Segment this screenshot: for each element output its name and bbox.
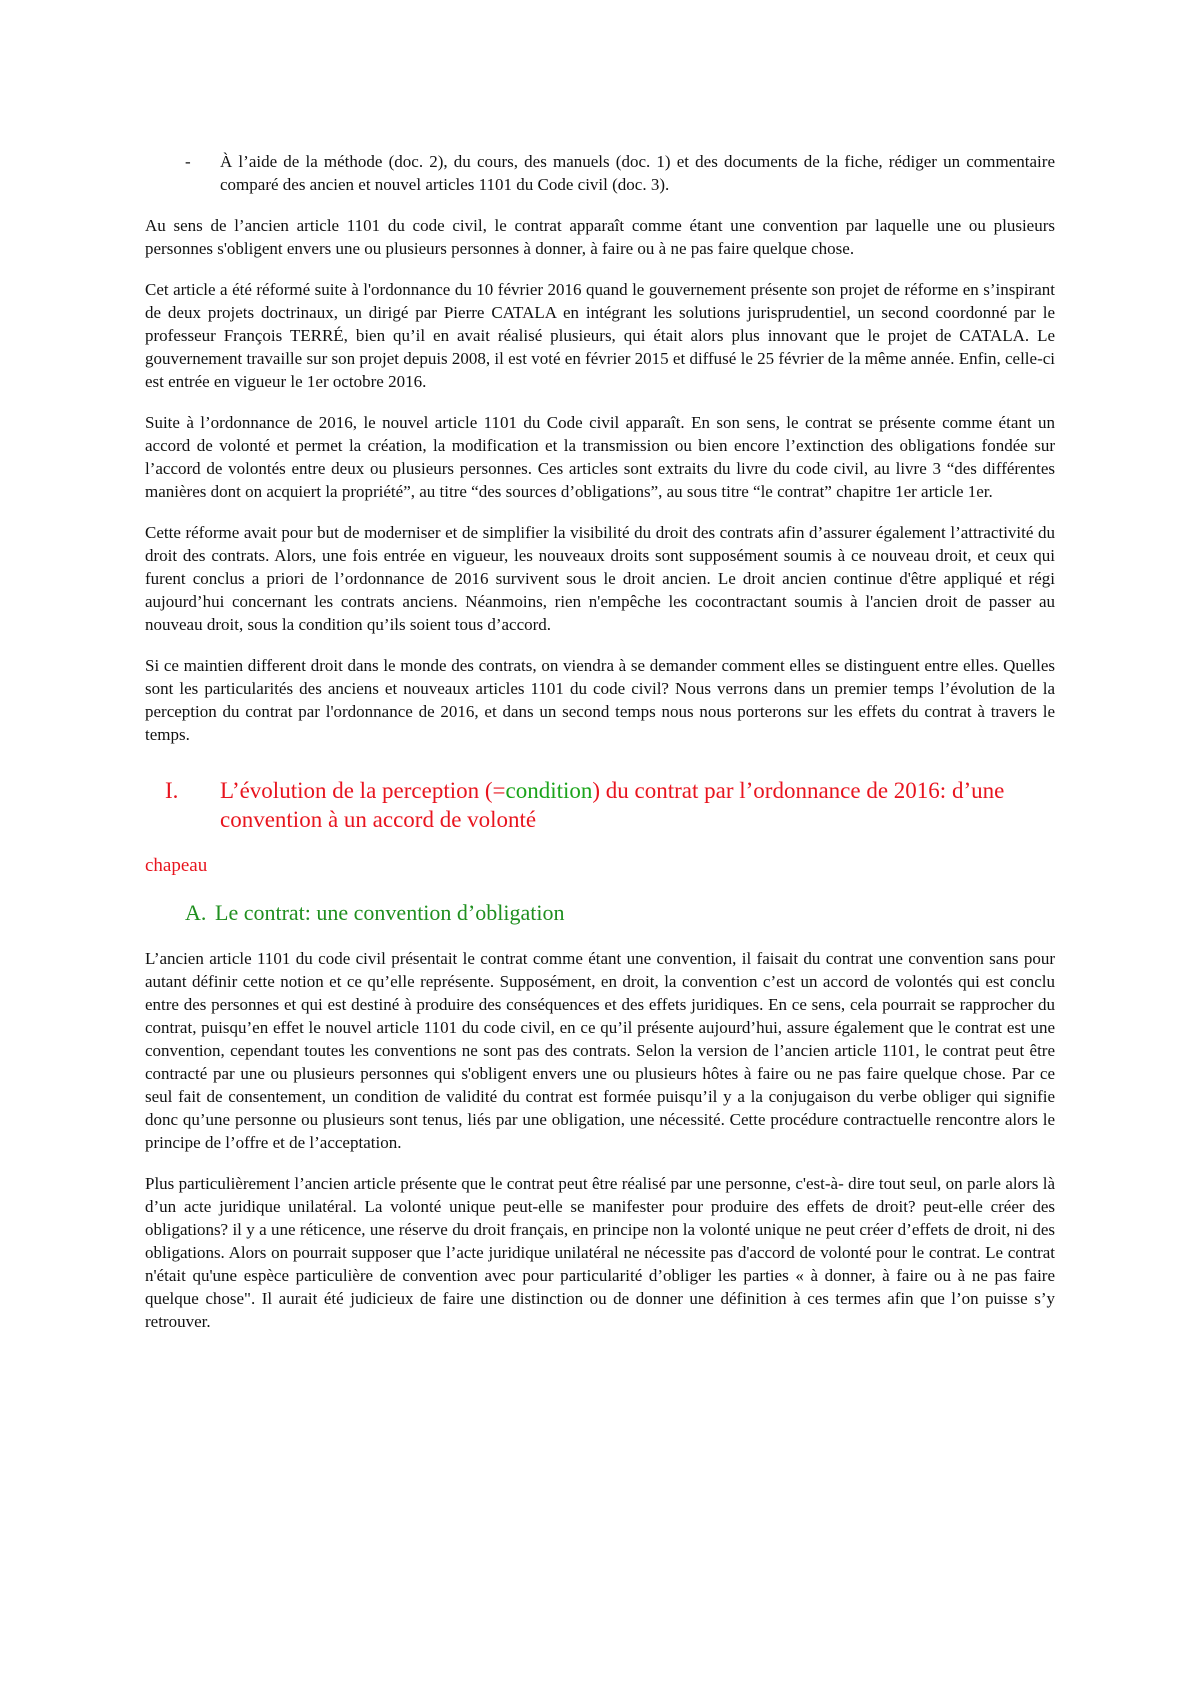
intro-paragraph-1: Au sens de l’ancien article 1101 du code civil, le contrat apparaît comme étant une convention par laquelle une ou plusieurs personnes s'obligent envers une ou plusieurs personnes à donner, à faire ou à ne pas faire quelque chose. [145,216,1055,258]
part-one-heading [145,776,1055,834]
intro-paragraph-2: Cet article a été réformé suite à l'ordonnance du 10 février 2016 quand le gouvernement présente son projet de réforme en s’inspirant de deux projets doctrinaux, un dirigé par Pierre CATALA en intégrant les solutions jurisprudentiel, un second coordonné par le professeur François TERRÉ, bien qu’il en avait réalisé plusieurs, qui était alors plus innovant que le projet de CATALA. Le gouvernement travaille sur son projet depuis 2008, il est voté en février 2015 et diffusé le 25 février de la même année. Enfin, celle-ci est entrée en vigueur le 1er octobre 2016. [145,280,1055,391]
intro-paragraph-5: Si ce maintien different droit dans le monde des contrats, on viendra à se demander comment elles se distinguent entre elles. Quelles sont les particularités des anciens et nouveaux articles 1101 du code civil? Nous verrons dans un premier temps l’évolution de la perception du contrat par l'ordonnance de 2016, et dans un second temps nous nous porterons sur les effets du contrat à travers le temps. [145,656,1055,744]
section-a-paragraph-1: L’ancien article 1101 du code civil présentait le contrat comme étant une convention, il faisait du contrat une convention sans pour autant définir cette notion et ce qu’elle représente. Supposément, en droit, la convention c’est un accord de volontés qui est conclu entre des personnes et qui est destiné à produire des conséquences et des effets juridiques. En ce sens, cela pourrait se rapprocher du contrat, puisqu’en effet le nouvel article 1101 du code civil, en ce qu’il présente aujourd’hui, assure également que le contrat est une convention, cependant toutes les conventions ne sont pas des contrats. Selon la version de l’ancien article 1101, le contrat peut être contracté par une ou plusieurs personnes qui s'obligent envers une ou plusieurs hôtes à faire ou ne pas faire quelque chose. Par ce seul fait de consentement, un condition de validité du contrat est formée puisqu’il y a la conjugaison du verbe obliger qui signifie donc qu’une personne ou plusieurs sont tenus, liés par une obligation, une nécessité. Cette procédure contractuelle rencontre alors le principe de l’offre et de l’acceptation. [145,949,1055,1152]
section-a-paragraph-2: Plus particulièrement l’ancien article présente que le contrat peut être réalisé par une personne, c'est-à- dire tout seul, on parle alors là d’un acte juridique unilatéral. La volonté unique peut-elle se manifester pour produire des effets de droit? peut-elle créer des obligations? il y a une réticence, une réserve du droit français, en principe non la volonté unique ne peut créer d’effets de droit, ni des obligations. Alors on pourrait supposer que l’acte juridique unilatéral ne nécessite pas d'accord de volonté pour le contrat. Le contrat n'était qu'une espèce particulière de convention avec pour particularité d’obliger les parties « à donner, à faire ou à ne pas faire quelque chose". Il aurait été judicieux de faire une distinction ou de donner une définition à ces termes afin que l’on puisse s’y retrouver. [145,1174,1055,1331]
part-one-title-highlight: condition [505,778,593,803]
section-a-number: A. [185,900,207,925]
part-one-title-start: L’évolution de la perception (= [220,778,506,803]
intro-paragraph-4: Cette réforme avait pour but de moderniser et de simplifier la visibilité du droit des contrats afin d’assurer également l’attractivité du droit des contrats. Alors, une fois entrée en vigueur, les nouveaux droits sont supposément soumis à ce nouveau droit, et ceux qui furent conclus a priori de l’ordonnance de 2016 survivent sous le droit ancien. Le droit ancien continue d'être appliqué et régi aujourd’hui concernant les contrats anciens. Néanmoins, rien n'empêche les cocontractant soumis à l'ancien droit de passer au nouveau droit, sous la condition qu’ils soient tous d’accord. [145,523,1055,634]
instruction-text: À l’aide de la méthode (doc. 2), du cours, des manuels (doc. 1) et des documents de la fiche, rédiger un commentaire comparé des ancien et nouvel articles 1101 du Code civil (doc. 3). [220,152,1055,194]
instruction-bullet [145,150,1055,196]
part-one-title [220,776,1055,834]
document-body [145,150,1055,1351]
section-a-heading [145,899,1055,927]
intro-paragraph-3: Suite à l’ordonnance de 2016, le nouvel article 1101 du Code civil apparaît. En son sens, le contrat se présente comme étant un accord de volonté et permet la création, la modification et la transmission ou bien encore l’extinction des obligations fondée sur l’accord de volontés entre deux ou plusieurs personnes. Ces articles sont extraits du livre du code civil, au livre 3 “des différentes manières dont on acquiert la propriété”, au titre “des sources d’obligations”, au sous titre “le contrat” chapitre 1er article 1er. [145,413,1055,501]
section-a-title: Le contrat: une convention d’obligation [215,900,565,925]
part-one-title-end: ) du contrat par l’ordonnance de 2016: d’une convention à un accord de volonté [220,778,1005,832]
part-one-number: I. [165,778,179,803]
bullet-dash: - [185,152,191,171]
chapeau-label: chapeau [145,855,208,876]
